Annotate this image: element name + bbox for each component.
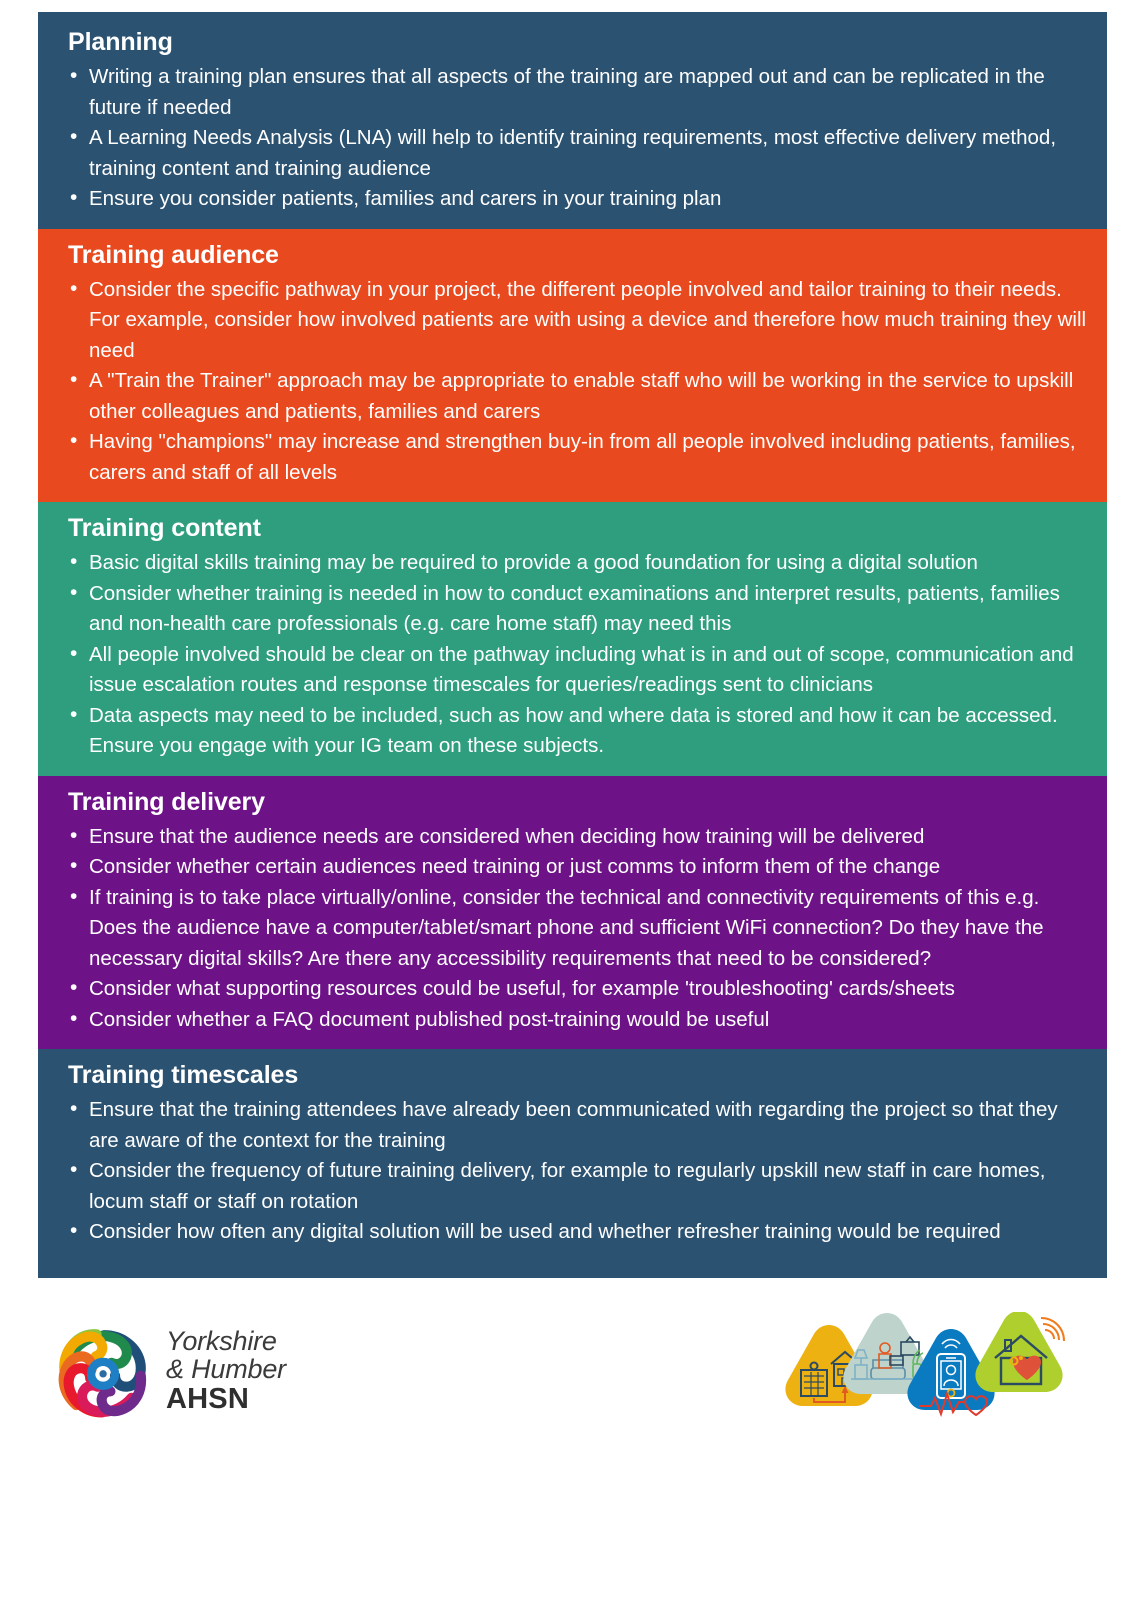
section-title-training-content: Training content bbox=[68, 514, 261, 542]
section-title-training-audience: Training audience bbox=[68, 240, 279, 269]
yorkshire-humber-ahsn-swirl-logo-icon bbox=[58, 1326, 150, 1418]
footer bbox=[38, 1278, 1107, 1448]
list-item: • A "Train the Trainer" approach may be appropriate to enable staff who will be working in the service to upskill other colleagues and patients, families and carers bbox=[68, 366, 1089, 427]
section-training-timescales bbox=[38, 1049, 1107, 1278]
list-item: • Consider what supporting resources could be useful, for example 'troubleshooting' cards/sheets bbox=[68, 974, 1089, 1005]
section-training-audience bbox=[38, 229, 1107, 503]
list-item: • Consider how often any digital solution will be used and whether refresher training would be required bbox=[68, 1217, 1089, 1248]
list-item: • Ensure that the audience needs are considered when deciding how training will be delivered bbox=[68, 822, 1089, 853]
brand-wordmark bbox=[166, 1328, 286, 1415]
bullet-list-training-timescales bbox=[68, 1095, 1089, 1248]
list-item: • If training is to take place virtually/online, consider the technical and connectivity requirements of this e.g. Does the audience have a computer/tablet/smart phone and sufficient WiFi connection? Do they have the necessary digital skills? Are there any accessibility requirements that need to be considered? bbox=[68, 883, 1089, 975]
section-planning bbox=[38, 12, 1107, 229]
list-item: • A Learning Needs Analysis (LNA) will help to identify training requirements, most effective delivery method, training content and training audience bbox=[68, 123, 1089, 184]
footer-icon-cluster bbox=[773, 1312, 1073, 1432]
section-title-training-delivery: Training delivery bbox=[68, 787, 265, 816]
section-title-training-timescales: Training timescales bbox=[68, 1061, 299, 1089]
list-item: • Consider whether a FAQ document published post-training would be useful bbox=[68, 1005, 1089, 1036]
list-item: • Ensure that the training attendees have already been communicated with regarding the project so that they are aware of the context for the training bbox=[68, 1095, 1089, 1156]
brand-line-2: & Humber bbox=[166, 1353, 286, 1384]
brand-line-1: Yorkshire bbox=[166, 1326, 277, 1357]
list-item: • Consider whether training is needed in how to conduct examinations and interpret results, patients, families and non-health care professionals (e.g. care home staff) may need this bbox=[68, 579, 1089, 640]
list-item: • Data aspects may need to be included, such as how and where data is stored and how it can be accessed. Ensure you engage with your IG team on these subjects. bbox=[68, 701, 1089, 762]
brand-logo bbox=[58, 1326, 286, 1418]
section-title-planning: Planning bbox=[68, 28, 173, 56]
list-item: • Having "champions" may increase and strengthen buy-in from all people involved including patients, families, carers and staff of all levels bbox=[68, 427, 1089, 488]
list-item: • All people involved should be clear on the pathway including what is in and out of scope, communication and issue escalation routes and response timescales for queries/readings sent to clinicians bbox=[68, 640, 1089, 701]
list-item: • Consider whether certain audiences need training or just comms to inform them of the change bbox=[68, 852, 1089, 883]
list-item: • Consider the specific pathway in your project, the different people involved and tailor training to their needs. For example, consider how involved patients are with using a device and therefore how much training they will need bbox=[68, 275, 1089, 367]
brand-line-3: AHSN bbox=[166, 1383, 249, 1416]
home-heart-monitoring-icon bbox=[975, 1312, 1064, 1392]
section-training-content bbox=[38, 502, 1107, 776]
bullet-list-training-audience bbox=[68, 275, 1089, 489]
section-training-delivery bbox=[38, 776, 1107, 1050]
bullet-list-training-delivery bbox=[68, 822, 1089, 1036]
list-item: • Basic digital skills training may be required to provide a good foundation for using a digital solution bbox=[68, 548, 1089, 579]
sections-stack bbox=[38, 12, 1107, 1278]
list-item: • Writing a training plan ensures that all aspects of the training are mapped out and can be replicated in the future if needed bbox=[68, 62, 1089, 123]
programme-icon-group bbox=[773, 1312, 1073, 1432]
list-item: • Consider the frequency of future training delivery, for example to regularly upskill new staff in care homes, locum staff or staff on rotation bbox=[68, 1156, 1089, 1217]
list-item: • Ensure you consider patients, families and carers in your training plan bbox=[68, 184, 1089, 215]
bullet-list-planning bbox=[68, 62, 1089, 215]
bullet-list-training-content bbox=[68, 548, 1089, 762]
